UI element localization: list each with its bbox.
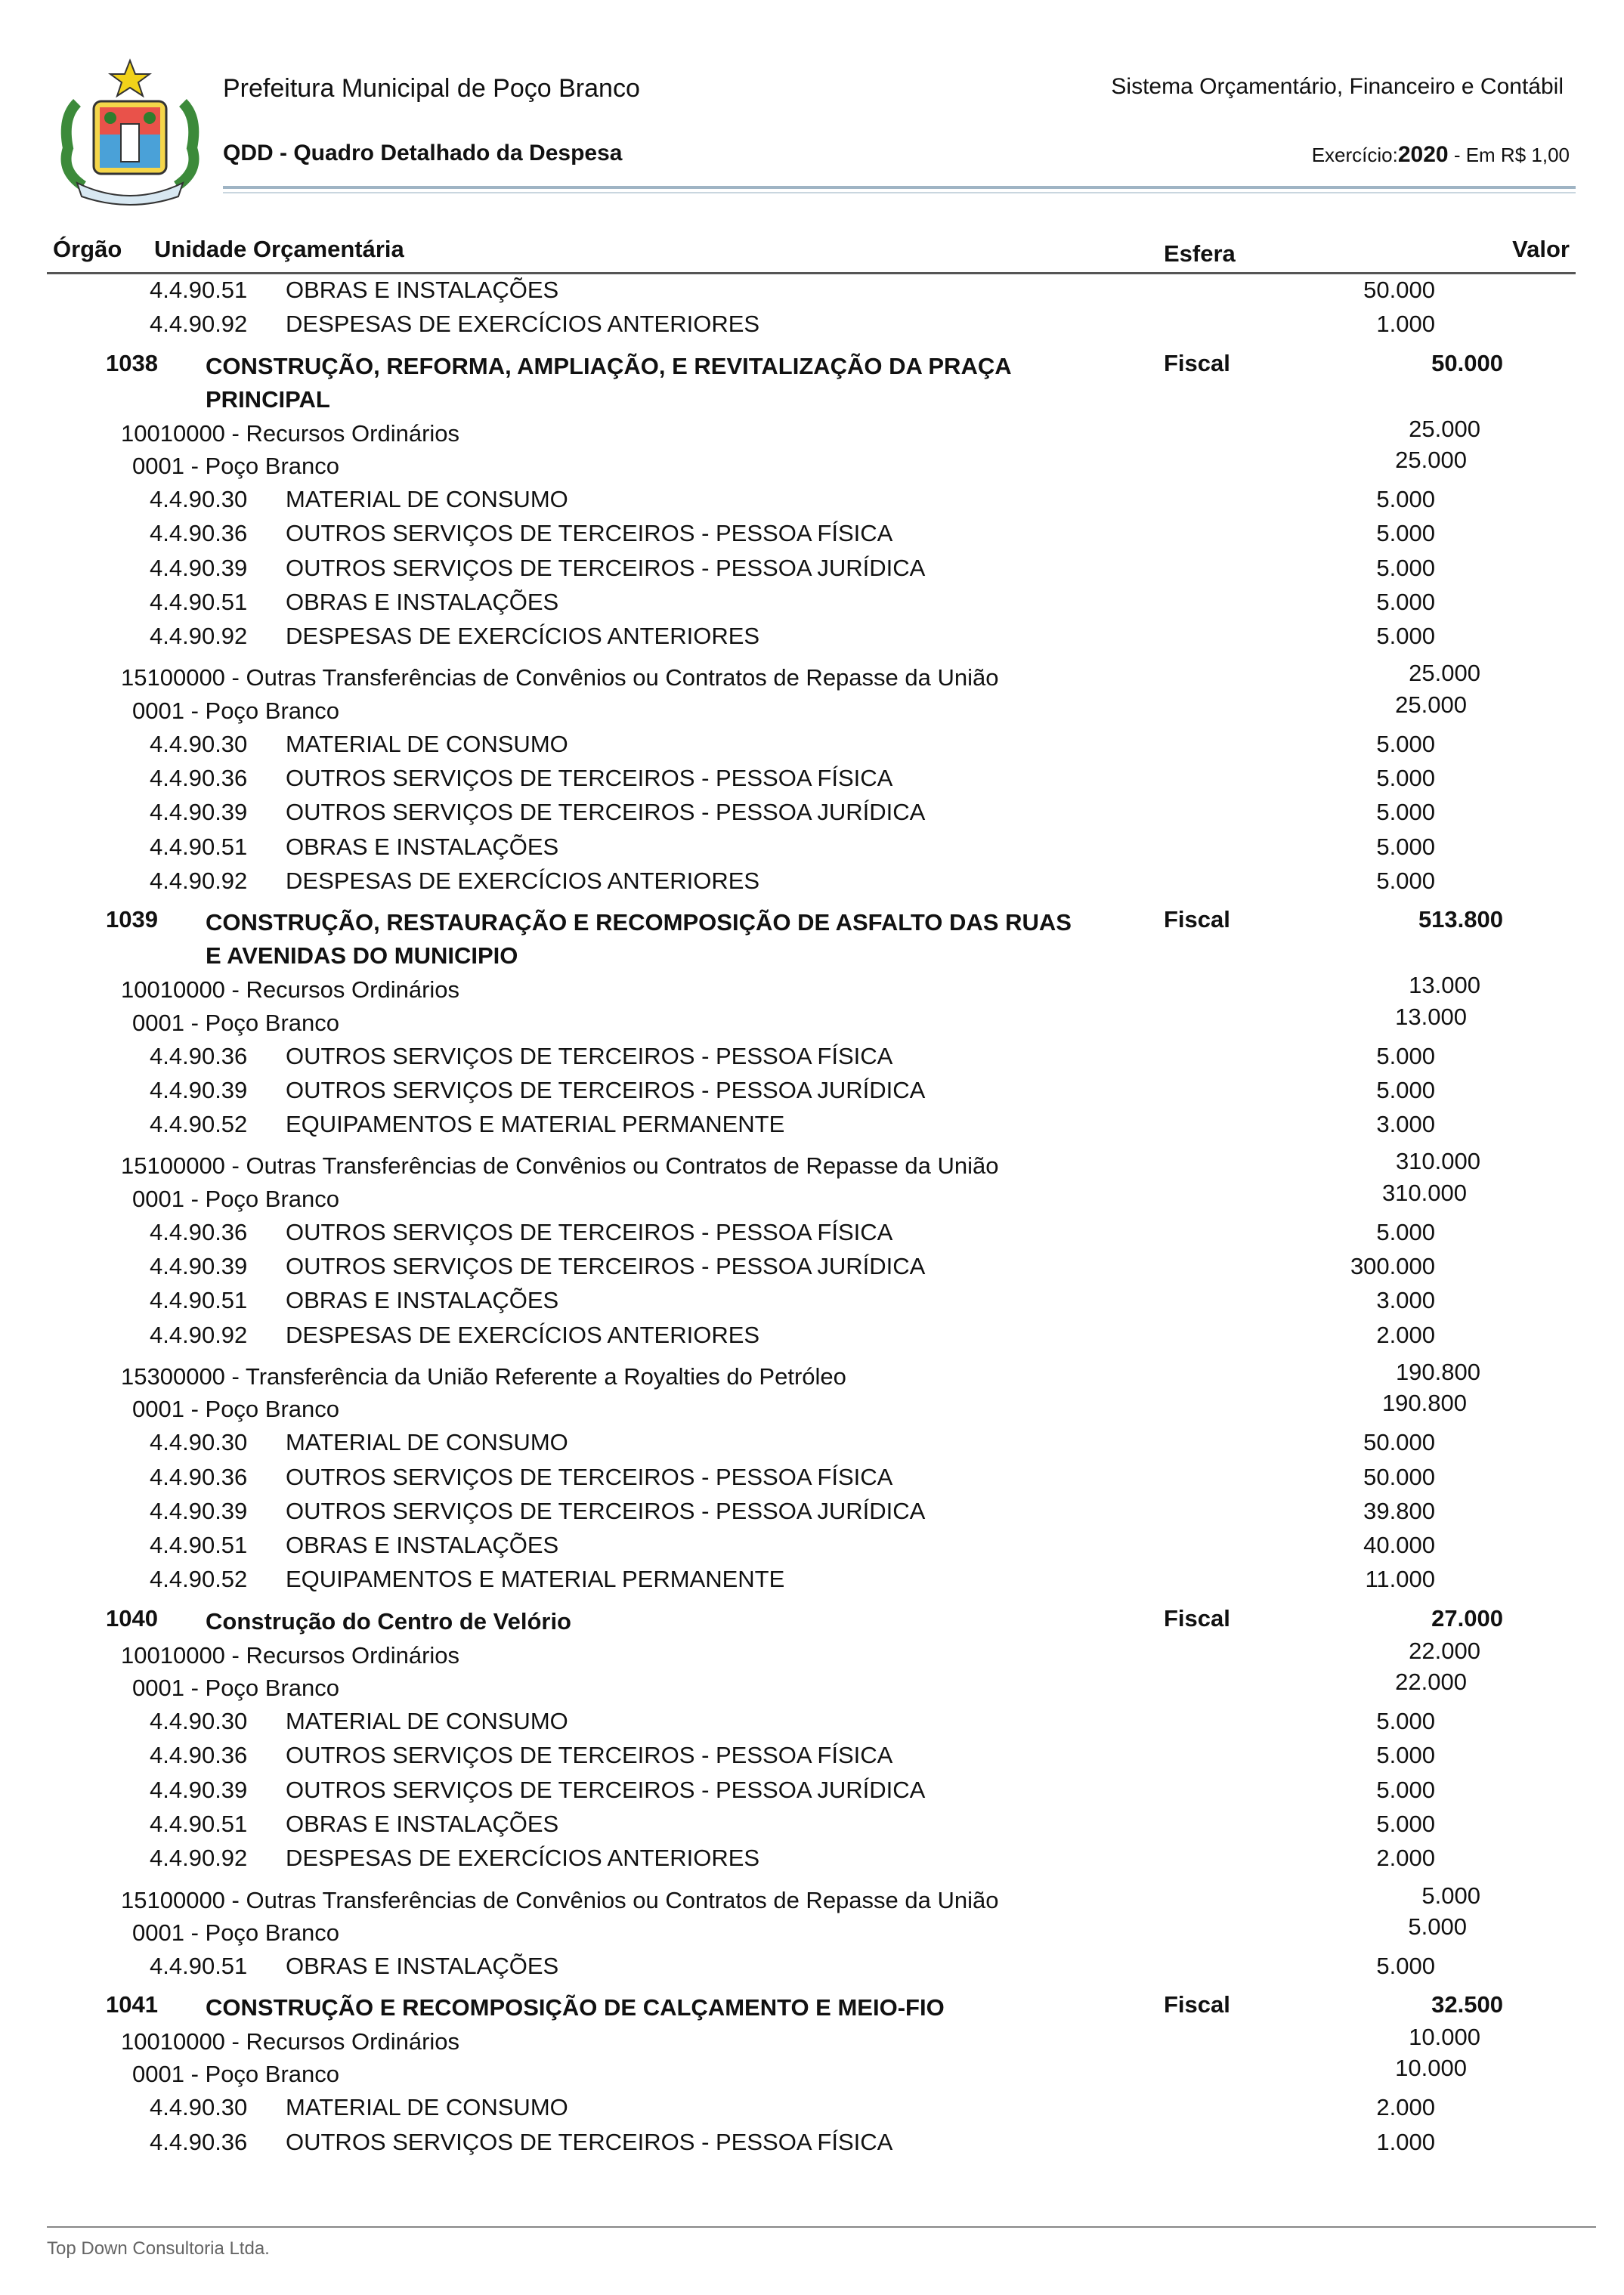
expense-description: DESPESAS DE EXERCÍCIOS ANTERIORES [286, 867, 760, 894]
expense-code: 4.4.90.30 [150, 1429, 248, 1456]
unit-row [0, 1004, 1624, 1043]
unit-label: 0001 - Poço Branco [132, 1919, 340, 1946]
unit-row [0, 691, 1624, 731]
expense-value: 40.000 [1363, 1532, 1435, 1559]
currency-note: - Em R$ 1,00 [1453, 144, 1570, 166]
expense-code: 4.4.90.51 [150, 833, 248, 860]
expense-description: OUTROS SERVIÇOS DE TERCEIROS - PESSOA JURÍDICA [286, 1076, 926, 1103]
table-row [0, 1429, 1624, 1463]
expense-value: 1.000 [1376, 2128, 1435, 2155]
program-code: 1039 [106, 906, 158, 933]
unit-label: 0001 - Poço Branco [132, 1185, 340, 1212]
expense-value: 5.000 [1376, 1218, 1435, 1245]
expense-description: DESPESAS DE EXERCÍCIOS ANTERIORES [286, 623, 760, 650]
expense-code: 4.4.90.92 [150, 623, 248, 650]
resource-source-label: 15100000 - Outras Transferências de Convênios ou Contratos de Repasse da União [121, 1152, 999, 1180]
expense-value: 50.000 [1363, 277, 1435, 303]
expense-value: 5.000 [1376, 485, 1435, 512]
program-esfera: Fiscal [1164, 1604, 1230, 1632]
unit-value: 310.000 [1381, 1179, 1467, 1206]
resource-source-value: 25.000 [1409, 415, 1480, 442]
table-row [0, 1043, 1624, 1077]
expense-code: 4.4.90.92 [150, 1845, 248, 1872]
expense-value: 5.000 [1376, 520, 1435, 547]
expense-code: 4.4.90.51 [150, 588, 248, 615]
expense-value: 50.000 [1363, 1463, 1435, 1490]
program-code: 1038 [106, 349, 158, 376]
expense-code: 4.4.90.52 [150, 1566, 248, 1593]
expense-value: 2.000 [1376, 1321, 1435, 1348]
expense-value: 5.000 [1376, 1810, 1435, 1837]
table-row [0, 1464, 1624, 1498]
program-title: CONSTRUÇÃO, RESTAURAÇÃO E RECOMPOSIÇÃO DE ASFALTO DAS RUAS E AVENIDAS DO MUNICIPIO [206, 909, 1072, 970]
source-row [0, 1635, 1624, 1669]
table-row [0, 555, 1624, 589]
table-row [0, 1253, 1624, 1287]
program-title: CONSTRUÇÃO, REFORMA, AMPLIAÇÃO, E REVITALIZAÇÃO DA PRAÇA PRINCIPAL [206, 352, 1011, 413]
expense-description: OBRAS E INSTALAÇÕES [286, 588, 559, 615]
table-row [0, 623, 1624, 657]
table-row [0, 799, 1624, 833]
unit-value: 25.000 [1395, 446, 1467, 473]
expense-description: OUTROS SERVIÇOS DE TERCEIROS - PESSOA JURÍDICA [286, 554, 926, 581]
municipality-name: Prefeitura Municipal de Poço Branco [223, 74, 640, 103]
program-row [0, 902, 1624, 969]
unit-label: 0001 - Poço Branco [132, 1009, 340, 1036]
expense-code: 4.4.90.36 [150, 765, 248, 791]
expense-code: 4.4.90.30 [150, 730, 248, 757]
report-title: QDD - Quadro Detalhado da Despesa [223, 141, 623, 165]
program-code: 1041 [106, 1991, 158, 2018]
expense-description: MATERIAL DE CONSUMO [286, 485, 568, 512]
table-row [0, 1111, 1624, 1145]
unit-row [0, 447, 1624, 486]
table-row [0, 311, 1624, 345]
source-row [0, 2021, 1624, 2055]
expense-value: 3.000 [1376, 1287, 1435, 1314]
resource-source-label: 15100000 - Outras Transferências de Convênios ou Contratos de Repasse da União [121, 664, 999, 691]
table-row [0, 765, 1624, 799]
unit-label: 0001 - Poço Branco [132, 1675, 340, 1701]
table-row [0, 1566, 1624, 1600]
table-row [0, 1811, 1624, 1845]
expense-value: 5.000 [1376, 799, 1435, 826]
expense-code: 4.4.90.51 [150, 1532, 248, 1559]
program-code: 1040 [106, 1604, 158, 1632]
expense-value: 5.000 [1376, 1776, 1435, 1803]
resource-source-value: 310.000 [1395, 1148, 1480, 1175]
expense-description: DESPESAS DE EXERCÍCIOS ANTERIORES [286, 311, 760, 338]
exercicio-label: Exercício: [1311, 144, 1398, 166]
table-row [0, 589, 1624, 623]
table-row [0, 1077, 1624, 1111]
source-row [0, 969, 1624, 1003]
expense-code: 4.4.90.36 [150, 2128, 248, 2155]
table-row [0, 1287, 1624, 1321]
col-esfera: Esfera [1164, 240, 1236, 267]
col-unidade: Unidade Orçamentária [154, 236, 404, 262]
expense-code: 4.4.90.51 [150, 277, 248, 303]
unit-row [0, 1913, 1624, 1953]
unit-row [0, 1669, 1624, 1708]
expense-description: OUTROS SERVIÇOS DE TERCEIROS - PESSOA FÍSICA [286, 520, 893, 547]
expense-code: 4.4.90.39 [150, 799, 248, 826]
resource-source-value: 10.000 [1409, 2024, 1480, 2051]
expense-description: OUTROS SERVIÇOS DE TERCEIROS - PESSOA JURÍDICA [286, 1253, 926, 1279]
expense-value: 5.000 [1376, 1042, 1435, 1069]
unit-value: 13.000 [1395, 1003, 1467, 1030]
expense-description: OBRAS E INSTALAÇÕES [286, 833, 559, 860]
expense-code: 4.4.90.51 [150, 1952, 248, 1979]
source-row [0, 1145, 1624, 1179]
expense-description: OBRAS E INSTALAÇÕES [286, 1952, 559, 1979]
expense-value: 2.000 [1376, 1845, 1435, 1872]
expense-code: 4.4.90.36 [150, 1463, 248, 1490]
expense-code: 4.4.90.51 [150, 1287, 248, 1314]
program-value: 27.000 [1431, 1604, 1503, 1632]
resource-source-value: 22.000 [1409, 1637, 1480, 1664]
header-rule [223, 186, 1576, 189]
expense-description: OUTROS SERVIÇOS DE TERCEIROS - PESSOA JURÍDICA [286, 799, 926, 826]
expense-code: 4.4.90.36 [150, 1218, 248, 1245]
source-row [0, 1356, 1624, 1390]
expense-code: 4.4.90.30 [150, 485, 248, 512]
footer-company: Top Down Consultoria Ltda. [47, 2238, 270, 2259]
unit-value: 5.000 [1408, 1913, 1467, 1940]
expense-code: 4.4.90.30 [150, 1708, 248, 1734]
system-name: Sistema Orçamentário, Financeiro e Contábil [1111, 74, 1564, 99]
expense-code: 4.4.90.52 [150, 1111, 248, 1138]
column-header-rule [47, 272, 1576, 274]
unit-value: 190.800 [1381, 1390, 1467, 1417]
program-value: 50.000 [1431, 349, 1503, 376]
expense-value: 39.800 [1363, 1497, 1435, 1524]
expense-description: OUTROS SERVIÇOS DE TERCEIROS - PESSOA FÍSICA [286, 1463, 893, 1490]
expense-description: OUTROS SERVIÇOS DE TERCEIROS - PESSOA FÍSICA [286, 1742, 893, 1769]
program-value: 32.500 [1431, 1991, 1503, 2018]
municipal-crest-icon [47, 57, 213, 207]
expense-description: OBRAS E INSTALAÇÕES [286, 1532, 559, 1559]
expense-description: OBRAS E INSTALAÇÕES [286, 277, 559, 303]
col-valor: Valor [1512, 236, 1570, 262]
expense-value: 5.000 [1376, 833, 1435, 860]
expense-value: 1.000 [1376, 311, 1435, 338]
exercicio-year: 2020 [1397, 142, 1449, 167]
table-row [0, 1532, 1624, 1566]
expense-value: 5.000 [1376, 623, 1435, 650]
resource-source-value: 25.000 [1409, 660, 1480, 687]
expense-description: DESPESAS DE EXERCÍCIOS ANTERIORES [286, 1845, 760, 1872]
expense-value: 5.000 [1376, 1708, 1435, 1734]
table-row [0, 2094, 1624, 2128]
expense-value: 300.000 [1350, 1253, 1435, 1279]
expense-code: 4.4.90.92 [150, 867, 248, 894]
expense-description: MATERIAL DE CONSUMO [286, 730, 568, 757]
source-row [0, 413, 1624, 447]
program-title: CONSTRUÇÃO E RECOMPOSIÇÃO DE CALÇAMENTO E MEIO-FIO [206, 1994, 945, 2021]
source-row [0, 657, 1624, 691]
expense-code: 4.4.90.39 [150, 1497, 248, 1524]
expense-code: 4.4.90.92 [150, 1321, 248, 1348]
resource-source-label: 15300000 - Transferência da União Referente a Royalties do Petróleo [121, 1362, 846, 1390]
table-row [0, 277, 1624, 311]
col-orgao: Órgão [53, 236, 122, 262]
expense-value: 5.000 [1376, 1076, 1435, 1103]
table-row [0, 1953, 1624, 1987]
resource-source-label: 10010000 - Recursos Ordinários [121, 2028, 460, 2055]
resource-source-label: 10010000 - Recursos Ordinários [121, 976, 460, 1004]
table-row [0, 486, 1624, 520]
table-row [0, 868, 1624, 902]
expense-value: 2.000 [1376, 2094, 1435, 2121]
resource-source-label: 10010000 - Recursos Ordinários [121, 419, 460, 447]
expense-code: 4.4.90.30 [150, 2094, 248, 2121]
program-title: Construção do Centro de Velório [206, 1607, 571, 1635]
expense-value: 5.000 [1376, 765, 1435, 791]
program-esfera: Fiscal [1164, 349, 1230, 376]
expense-description: MATERIAL DE CONSUMO [286, 1429, 568, 1456]
expense-value: 11.000 [1365, 1566, 1435, 1593]
table-row [0, 1219, 1624, 1253]
expense-description: OUTROS SERVIÇOS DE TERCEIROS - PESSOA FÍSICA [286, 1042, 893, 1069]
source-row [0, 1879, 1624, 1913]
expense-description: OBRAS E INSTALAÇÕES [286, 1287, 559, 1314]
table-row [0, 2129, 1624, 2163]
expense-description: MATERIAL DE CONSUMO [286, 2094, 568, 2121]
expense-description: OUTROS SERVIÇOS DE TERCEIROS - PESSOA FÍSICA [286, 2128, 893, 2155]
expense-value: 5.000 [1376, 1952, 1435, 1979]
expense-value: 50.000 [1363, 1429, 1435, 1456]
resource-source-label: 10010000 - Recursos Ordinários [121, 1641, 460, 1669]
expense-value: 5.000 [1376, 1742, 1435, 1769]
expense-code: 4.4.90.39 [150, 1776, 248, 1803]
program-value: 513.800 [1418, 906, 1503, 933]
program-esfera: Fiscal [1164, 906, 1230, 933]
table-row [0, 731, 1624, 765]
resource-source-value: 13.000 [1409, 972, 1480, 999]
unit-label: 0001 - Poço Branco [132, 2061, 340, 2088]
resource-source-value: 5.000 [1421, 1882, 1480, 1909]
header-rule-secondary [223, 192, 1576, 193]
expense-value: 5.000 [1376, 554, 1435, 581]
expense-description: OUTROS SERVIÇOS DE TERCEIROS - PESSOA JURÍDICA [286, 1497, 926, 1524]
resource-source-value: 190.800 [1395, 1358, 1480, 1385]
exercicio-info [1312, 142, 1570, 168]
expense-description: MATERIAL DE CONSUMO [286, 1708, 568, 1734]
unit-label: 0001 - Poço Branco [132, 1396, 340, 1423]
expense-code: 4.4.90.92 [150, 311, 248, 338]
unit-row [0, 1180, 1624, 1219]
expense-value: 5.000 [1376, 730, 1435, 757]
unit-row [0, 1390, 1624, 1429]
table-row [0, 1498, 1624, 1532]
expense-code: 4.4.90.36 [150, 520, 248, 547]
unit-row [0, 2055, 1624, 2094]
expense-description: EQUIPAMENTOS E MATERIAL PERMANENTE [286, 1566, 785, 1593]
program-row [0, 345, 1624, 413]
footer-rule [47, 2226, 1596, 2228]
expense-value: 3.000 [1376, 1111, 1435, 1138]
expense-code: 4.4.90.51 [150, 1810, 248, 1837]
unit-value: 25.000 [1395, 691, 1467, 718]
expense-code: 4.4.90.39 [150, 1253, 248, 1279]
expense-code: 4.4.90.36 [150, 1042, 248, 1069]
resource-source-label: 15100000 - Outras Transferências de Convênios ou Contratos de Repasse da União [121, 1886, 999, 1913]
expense-description: OUTROS SERVIÇOS DE TERCEIROS - PESSOA FÍSICA [286, 765, 893, 791]
table-row [0, 1777, 1624, 1811]
unit-label: 0001 - Poço Branco [132, 697, 340, 724]
expense-description: OBRAS E INSTALAÇÕES [286, 1810, 559, 1837]
expense-value: 5.000 [1376, 588, 1435, 615]
table-row [0, 834, 1624, 868]
unit-value: 22.000 [1395, 1669, 1467, 1695]
unit-label: 0001 - Poço Branco [132, 452, 340, 479]
program-esfera: Fiscal [1164, 1991, 1230, 2018]
table-row [0, 1742, 1624, 1776]
expense-code: 4.4.90.36 [150, 1742, 248, 1769]
expense-description: OUTROS SERVIÇOS DE TERCEIROS - PESSOA JURÍDICA [286, 1776, 926, 1803]
expense-code: 4.4.90.39 [150, 1076, 248, 1103]
expense-value: 5.000 [1376, 867, 1435, 894]
table-row [0, 1322, 1624, 1356]
table-row [0, 1708, 1624, 1742]
program-row [0, 1987, 1624, 2021]
unit-value: 10.000 [1395, 2055, 1467, 2082]
expense-description: OUTROS SERVIÇOS DE TERCEIROS - PESSOA FÍSICA [286, 1218, 893, 1245]
program-row [0, 1601, 1624, 1635]
expense-description: DESPESAS DE EXERCÍCIOS ANTERIORES [286, 1321, 760, 1348]
table-row [0, 1845, 1624, 1879]
expense-description: EQUIPAMENTOS E MATERIAL PERMANENTE [286, 1111, 785, 1138]
table-row [0, 520, 1624, 554]
expense-code: 4.4.90.39 [150, 554, 248, 581]
